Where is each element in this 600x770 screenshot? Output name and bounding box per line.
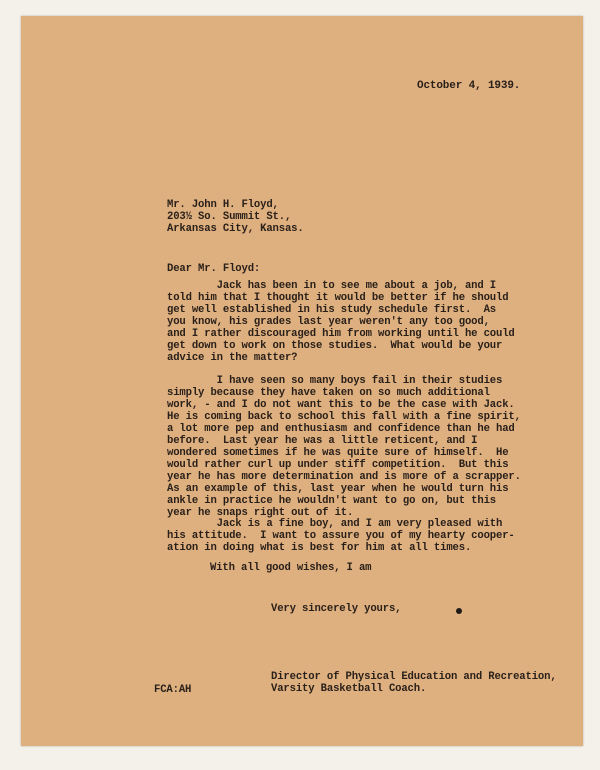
letter-date: October 4, 1939. xyxy=(417,80,521,92)
signature-title-line: Varsity Basketball Coach. xyxy=(271,683,427,695)
paragraph-line: Jack has been in to see me about a job, and I xyxy=(167,280,496,292)
salutation: Dear Mr. Floyd: xyxy=(167,263,261,275)
paragraph-line: work, - and I do not want this to be the case with Jack. xyxy=(167,399,515,411)
ink-dot-icon xyxy=(456,608,462,614)
paragraph-line: get down to work on those studies. What would be your xyxy=(167,340,503,352)
address-line: Arkansas City, Kansas. xyxy=(167,223,304,235)
reference-initials: FCA:AH xyxy=(154,684,192,696)
paragraph-line: I have seen so many boys fail in their studies xyxy=(167,375,503,387)
paragraph-4: With all good wishes, I am xyxy=(210,562,372,574)
paragraph-line: would rather curl up under stiff competition. But this xyxy=(167,459,509,471)
paragraph-line: Jack is a fine boy, and I am very pleased with xyxy=(167,518,503,530)
paragraph-line: and I rather discouraged him from working until he could xyxy=(167,328,515,340)
paragraph-line: ation in doing what is best for him at all times. xyxy=(167,542,472,554)
paragraph-line: told him that I thought it would be better if he should xyxy=(167,292,509,304)
paragraph-line: year he snaps right out of it. xyxy=(167,507,354,519)
paragraph-line: advice in the matter? xyxy=(167,352,298,364)
paragraph-line: year he has more determination and is more of a scrapper. xyxy=(167,471,521,483)
paragraph-line: you know, his grades last year weren't any too good, xyxy=(167,316,490,328)
paragraph-line: ankle in practice he wouldn't want to go on, but this xyxy=(167,495,496,507)
paragraph-line: As an example of this, last year when he would turn his xyxy=(167,483,509,495)
paragraph-line: before. Last year he was a little reticent, and I xyxy=(167,435,478,447)
address-line: Mr. John H. Floyd, xyxy=(167,199,279,211)
closing: Very sincerely yours, xyxy=(271,603,402,615)
paragraph-line: wondered sometimes if he was quite sure of himself. He xyxy=(167,447,509,459)
signature-title-line: Director of Physical Education and Recreation, xyxy=(271,671,557,683)
paragraph-line: He is coming back to school this fall with a fine spirit, xyxy=(167,411,521,423)
paragraph-line: his attitude. I want to assure you of my hearty cooper- xyxy=(167,530,515,542)
paragraph-line: simply because they have taken on so much additional xyxy=(167,387,490,399)
paragraph-line: a lot more pep and enthusiasm and confidence than he had xyxy=(167,423,515,435)
address-line: 203½ So. Summit St., xyxy=(167,211,292,223)
letter-page xyxy=(21,16,583,746)
paragraph-line: get well established in his study schedule first. As xyxy=(167,304,496,316)
